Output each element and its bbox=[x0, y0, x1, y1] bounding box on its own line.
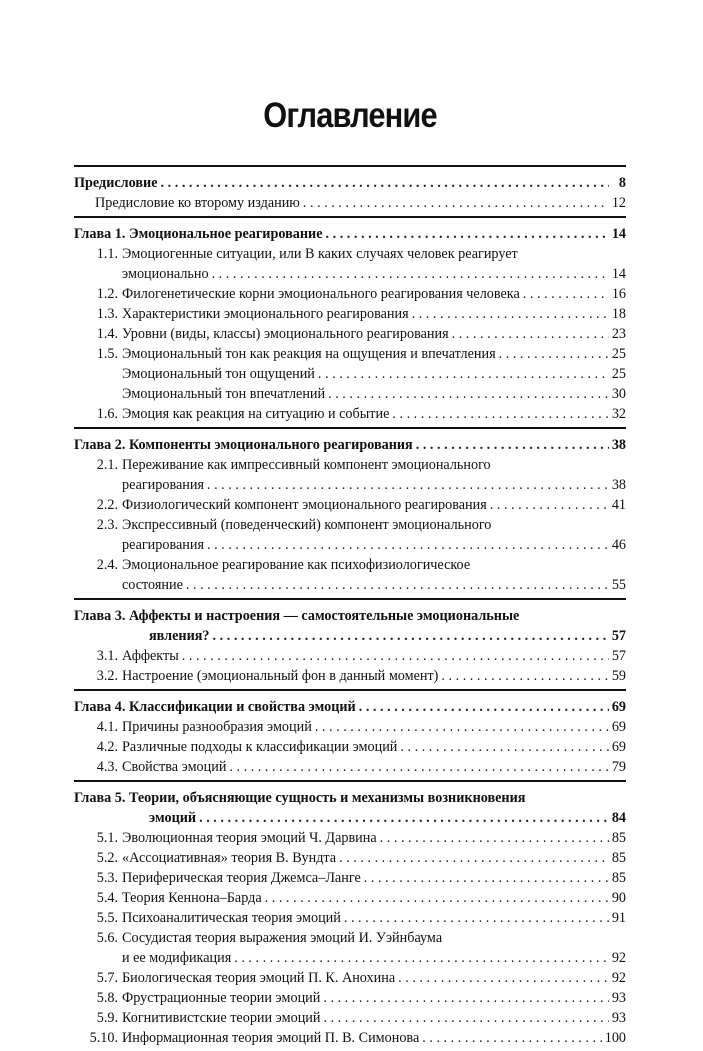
divider bbox=[74, 689, 626, 691]
page-number: 25 bbox=[611, 346, 626, 362]
leader-dots bbox=[234, 948, 609, 968]
page-number: 85 bbox=[611, 870, 626, 886]
leader-dots bbox=[344, 908, 609, 928]
toc-group-chapter-3 bbox=[74, 606, 626, 689]
page-number: 93 bbox=[611, 1010, 626, 1026]
entry-label: Причины разнообразия эмоций bbox=[122, 719, 312, 735]
leader-dots bbox=[499, 344, 609, 364]
entry-label: Экспрессивный (поведенческий) компонент эмоционального bbox=[122, 517, 492, 533]
page-number: 14 bbox=[611, 266, 626, 282]
section-number: 2.4. bbox=[96, 557, 118, 573]
section-number: 5.4. bbox=[96, 890, 118, 906]
toc-entry-chapter-3[interactable] bbox=[74, 606, 626, 646]
section-number: 5.2. bbox=[96, 850, 118, 866]
toc-group-chapter-4 bbox=[74, 697, 626, 780]
page-number: 16 bbox=[611, 286, 626, 302]
section-number: 4.2. bbox=[96, 739, 118, 755]
toc-group-chapter-1 bbox=[74, 224, 626, 427]
entry-label: Свойства эмоций bbox=[122, 759, 227, 775]
toc-entry-chapter-4[interactable] bbox=[74, 697, 626, 717]
toc-entry-5-9[interactable] bbox=[74, 1008, 626, 1028]
section-number: 2.2. bbox=[96, 497, 118, 513]
section-number: 1.6. bbox=[96, 406, 118, 422]
entry-label-continued: реагирования bbox=[122, 477, 204, 493]
entry-label-continued: эмоций bbox=[149, 810, 197, 826]
page-number: 18 bbox=[611, 306, 626, 322]
entry-label: Физиологический компонент эмоционального реагирования bbox=[122, 497, 487, 513]
page-number: 41 bbox=[611, 497, 626, 513]
toc-entry-1-5[interactable] bbox=[74, 344, 626, 364]
page-number: 85 bbox=[611, 830, 626, 846]
entry-label: Сосудистая теория выражения эмоций И. Уэйнбаума bbox=[122, 930, 443, 946]
toc-entry-chapter-2[interactable] bbox=[74, 435, 626, 455]
leader-dots bbox=[364, 868, 609, 888]
leader-dots bbox=[182, 646, 609, 666]
section-number: 5.5. bbox=[96, 910, 118, 926]
entry-label-continued: реагирования bbox=[122, 537, 204, 553]
section-number: 5.9. bbox=[96, 1010, 118, 1026]
page-number: 14 bbox=[611, 226, 626, 242]
page-number: 69 bbox=[611, 719, 626, 735]
toc-entry-3-2[interactable] bbox=[74, 666, 626, 686]
section-number: 1.4. bbox=[96, 326, 118, 342]
divider bbox=[74, 780, 626, 782]
divider bbox=[74, 598, 626, 600]
page-number: 79 bbox=[611, 759, 626, 775]
toc-entry-5-1[interactable] bbox=[74, 828, 626, 848]
entry-label: Настроение (эмоциональный фон в данный момент) bbox=[122, 668, 439, 684]
page-number: 57 bbox=[611, 628, 626, 644]
toc-group-preface bbox=[74, 173, 626, 216]
page-number: 8 bbox=[618, 175, 626, 191]
entry-label: Периферическая теория Джемса–Ланге bbox=[122, 870, 361, 886]
entry-label: Глава 1. Эмоциональное реагирование bbox=[74, 226, 323, 242]
leader-dots bbox=[490, 495, 609, 515]
leader-dots bbox=[265, 888, 609, 908]
toc-entry-4-1[interactable] bbox=[74, 717, 626, 737]
page-number: 32 bbox=[611, 406, 626, 422]
toc-entry-4-3[interactable] bbox=[74, 757, 626, 777]
section-number: 3.1. bbox=[96, 648, 118, 664]
leader-dots bbox=[412, 304, 609, 324]
section-number: 5.6. bbox=[96, 930, 118, 946]
leader-dots bbox=[212, 264, 609, 284]
section-number: 5.8. bbox=[96, 990, 118, 1006]
divider bbox=[74, 165, 626, 167]
entry-label: Психоаналитическая теория эмоций bbox=[122, 910, 341, 926]
entry-label: Эволюционная теория эмоций Ч. Дарвина bbox=[122, 830, 377, 846]
section-number: 2.1. bbox=[96, 457, 118, 473]
entry-label-continued: и ее модификация bbox=[122, 950, 232, 966]
table-of-contents bbox=[74, 173, 626, 1051]
divider bbox=[74, 216, 626, 218]
entry-label: Различные подходы к классификации эмоций bbox=[122, 739, 398, 755]
section-number: 5.1. bbox=[96, 830, 118, 846]
entry-label: Филогенетические корни эмоционального реагирования человека bbox=[122, 286, 520, 302]
page-number: 100 bbox=[604, 1030, 626, 1046]
page-number: 69 bbox=[611, 739, 626, 755]
toc-entry-5-2[interactable] bbox=[74, 848, 626, 868]
toc-entry-3-1[interactable] bbox=[74, 646, 626, 666]
toc-entry-preface2[interactable] bbox=[74, 193, 626, 213]
toc-entry-preface[interactable] bbox=[74, 173, 626, 193]
leader-dots bbox=[400, 737, 608, 757]
leader-dots bbox=[315, 717, 609, 737]
leader-dots bbox=[326, 224, 609, 244]
entry-label: Глава 2. Компоненты эмоционального реагирования bbox=[74, 437, 413, 453]
entry-label: Эмоциогенные ситуации, или В каких случаях человек реагирует bbox=[122, 246, 518, 262]
page-number: 59 bbox=[611, 668, 626, 684]
toc-entry-chapter-5[interactable] bbox=[74, 788, 626, 828]
page-number: 92 bbox=[611, 950, 626, 966]
entry-label: Переживание как импрессивный компонент эмоционального bbox=[122, 457, 491, 473]
leader-dots bbox=[523, 284, 609, 304]
toc-page bbox=[74, 0, 626, 1051]
page-title: Оглавление bbox=[263, 96, 437, 135]
toc-entry-2-4[interactable] bbox=[74, 555, 626, 595]
entry-label-continued: эмоционально bbox=[122, 266, 209, 282]
leader-dots bbox=[441, 666, 608, 686]
page-number: 57 bbox=[611, 648, 626, 664]
toc-entry-2-2[interactable] bbox=[74, 495, 626, 515]
page-number: 30 bbox=[611, 386, 626, 402]
leader-dots bbox=[199, 808, 609, 828]
entry-label: Глава 4. Классификации и свойства эмоций bbox=[74, 699, 356, 715]
page-number: 91 bbox=[611, 910, 626, 926]
entry-label: Предисловие ко второму изданию bbox=[95, 195, 300, 211]
entry-label: Глава 3. Аффекты и настроения — самостоятельные эмоциональные bbox=[74, 608, 520, 624]
leader-dots bbox=[161, 173, 609, 193]
entry-label: Глава 5. Теории, объясняющие сущность и механизмы возникновения bbox=[74, 790, 526, 806]
leader-dots bbox=[359, 697, 609, 717]
leader-dots bbox=[380, 828, 609, 848]
page-number: 69 bbox=[611, 699, 626, 715]
leader-dots bbox=[392, 404, 608, 424]
page-number: 38 bbox=[611, 437, 626, 453]
entry-label: Информационная теория эмоций П. В. Симонова bbox=[122, 1030, 420, 1046]
entry-label: Уровни (виды, классы) эмоционального реагирования bbox=[122, 326, 449, 342]
toc-entry-5-8[interactable] bbox=[74, 988, 626, 1008]
toc-entry-1-4[interactable] bbox=[74, 324, 626, 344]
toc-group-chapter-2 bbox=[74, 435, 626, 598]
entry-label: Предисловие bbox=[74, 175, 158, 191]
entry-label: Когнитивистские теории эмоций bbox=[122, 1010, 321, 1026]
entry-label: Эмоциональный тон ощущений bbox=[122, 366, 315, 382]
entry-label: Эмоциональное реагирование как психофизиологическое bbox=[122, 557, 471, 573]
toc-entry-4-2[interactable] bbox=[74, 737, 626, 757]
entry-label: Биологическая теория эмоций П. К. Анохина bbox=[122, 970, 396, 986]
leader-dots bbox=[323, 988, 608, 1008]
toc-entry-2-3[interactable] bbox=[74, 515, 626, 555]
page-number: 90 bbox=[611, 890, 626, 906]
toc-subentry[interactable] bbox=[74, 364, 626, 384]
entry-label: Эмоциональный тон как реакция на ощущения и впечатления bbox=[122, 346, 496, 362]
leader-dots bbox=[452, 324, 609, 344]
toc-subentry[interactable] bbox=[74, 384, 626, 404]
section-number: 3.2. bbox=[96, 668, 118, 684]
entry-label: «Ассоциативная» теория В. Вундта bbox=[122, 850, 337, 866]
leader-dots bbox=[328, 384, 609, 404]
toc-entry-1-1[interactable] bbox=[74, 244, 626, 284]
entry-label: Аффекты bbox=[122, 648, 179, 664]
leader-dots bbox=[207, 535, 609, 555]
divider bbox=[74, 427, 626, 429]
section-number: 1.1. bbox=[96, 246, 118, 262]
entry-label: Характеристики эмоционального реагирования bbox=[122, 306, 409, 322]
toc-entry-5-5[interactable] bbox=[74, 908, 626, 928]
page-number: 46 bbox=[611, 537, 626, 553]
page-number: 92 bbox=[611, 970, 626, 986]
entry-label-continued: явления? bbox=[149, 628, 210, 644]
section-number: 2.3. bbox=[96, 517, 118, 533]
section-number: 5.10. bbox=[89, 1030, 118, 1046]
leader-dots bbox=[186, 575, 609, 595]
toc-entry-5-10[interactable] bbox=[74, 1028, 626, 1048]
section-number: 1.5. bbox=[96, 346, 118, 362]
page-number: 25 bbox=[611, 366, 626, 382]
toc-entry-5-6[interactable] bbox=[74, 928, 626, 968]
leader-dots bbox=[323, 1008, 608, 1028]
entry-label: Эмоция как реакция на ситуацию и событие bbox=[122, 406, 390, 422]
page-number: 55 bbox=[611, 577, 626, 593]
toc-entry-5-4[interactable] bbox=[74, 888, 626, 908]
page-number: 93 bbox=[611, 990, 626, 1006]
toc-entry-5-3[interactable] bbox=[74, 868, 626, 888]
page-number: 23 bbox=[611, 326, 626, 342]
toc-entry-2-1[interactable] bbox=[74, 455, 626, 495]
toc-entry-1-6[interactable] bbox=[74, 404, 626, 424]
entry-label: Эмоциональный тон впечатлений bbox=[122, 386, 326, 402]
section-number: 1.3. bbox=[96, 306, 118, 322]
leader-dots bbox=[229, 757, 608, 777]
page-number: 38 bbox=[611, 477, 626, 493]
leader-dots bbox=[207, 475, 609, 495]
page-number: 84 bbox=[611, 810, 626, 826]
leader-dots bbox=[303, 193, 609, 213]
toc-entry-chapter-1[interactable] bbox=[74, 224, 626, 244]
leader-dots bbox=[416, 435, 609, 455]
toc-entry-5-7[interactable] bbox=[74, 968, 626, 988]
toc-group-chapter-5 bbox=[74, 788, 626, 1051]
section-number: 4.1. bbox=[96, 719, 118, 735]
leader-dots bbox=[318, 364, 609, 384]
leader-dots bbox=[339, 848, 609, 868]
toc-entry-1-3[interactable] bbox=[74, 304, 626, 324]
section-number: 5.3. bbox=[96, 870, 118, 886]
entry-label: Теория Кеннона–Барда bbox=[122, 890, 262, 906]
section-number: 5.7. bbox=[96, 970, 118, 986]
section-number: 1.2. bbox=[96, 286, 118, 302]
leader-dots bbox=[422, 1028, 601, 1048]
section-number: 4.3. bbox=[96, 759, 118, 775]
leader-dots bbox=[213, 626, 609, 646]
leader-dots bbox=[398, 968, 609, 988]
page-number: 85 bbox=[611, 850, 626, 866]
toc-entry-1-2[interactable] bbox=[74, 284, 626, 304]
entry-label-continued: состояние bbox=[122, 577, 183, 593]
page-number: 12 bbox=[611, 195, 626, 211]
entry-label: Фрустрационные теории эмоций bbox=[122, 990, 321, 1006]
